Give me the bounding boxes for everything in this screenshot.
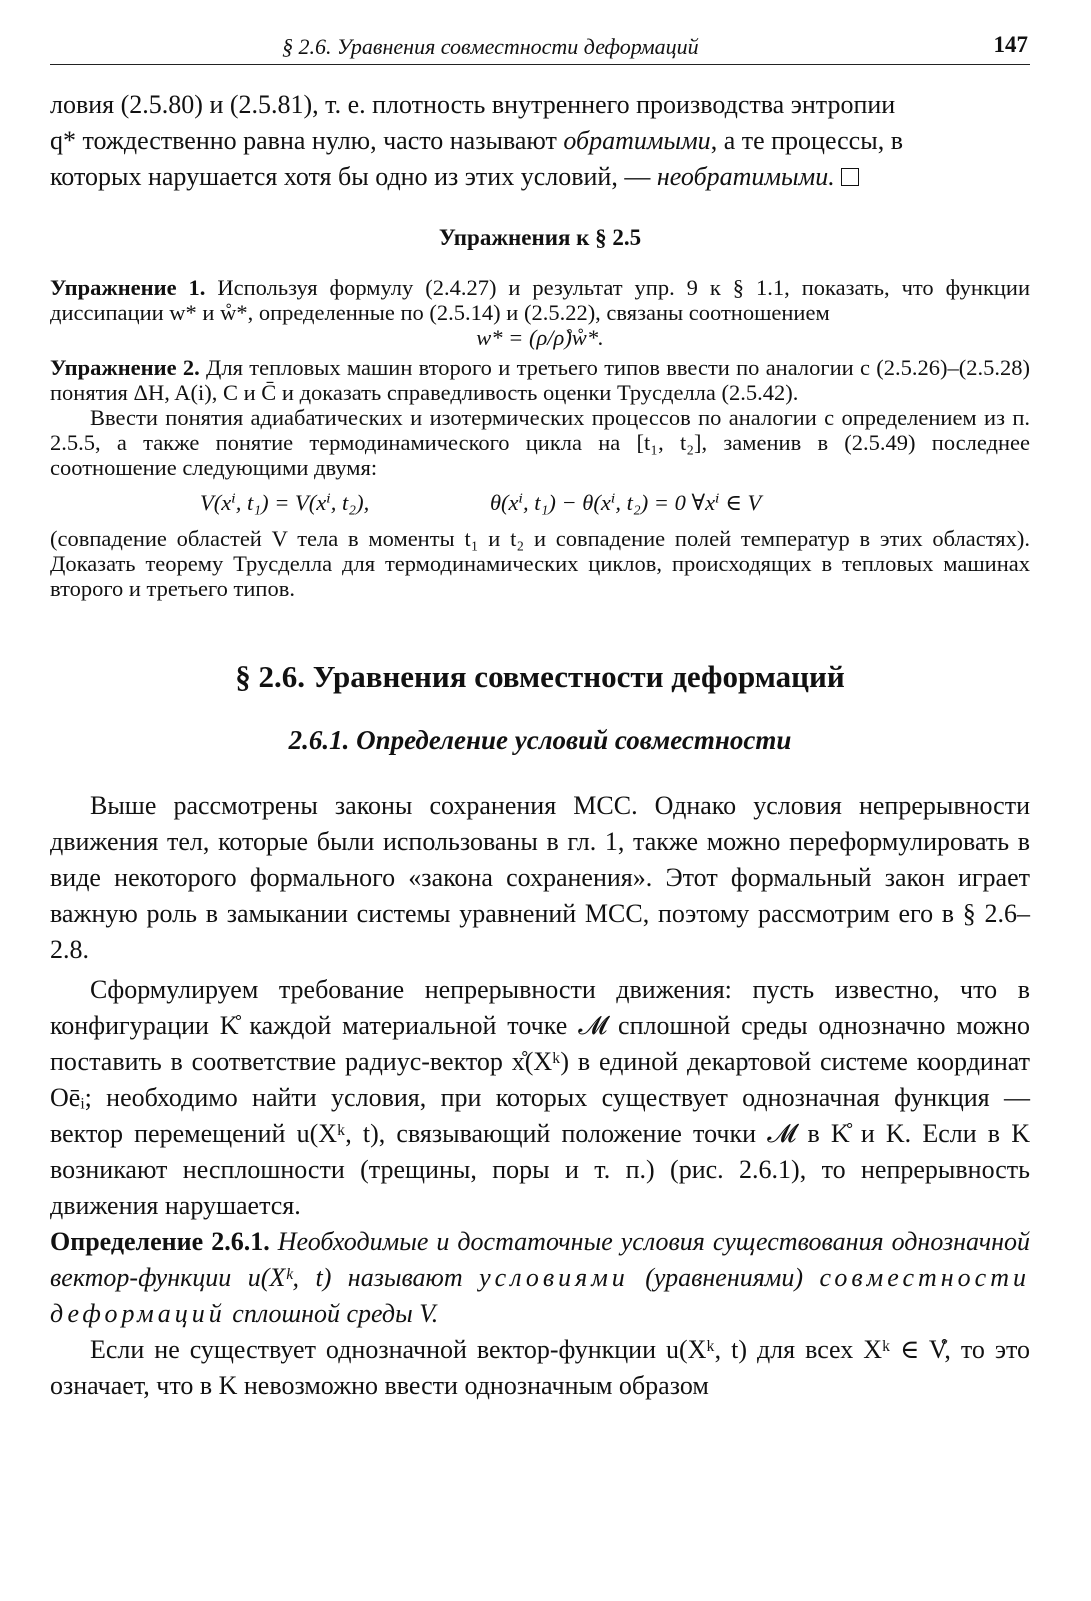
definition-label: Определение 2.6.1. xyxy=(50,1227,270,1256)
section-title: § 2.6. Уравнения совместности деформаций xyxy=(235,659,845,694)
exercise-2-label: Упражнение 2. xyxy=(50,355,200,380)
exercise-2-formula xyxy=(50,488,1030,520)
term-irreversible: необратимыми. xyxy=(656,162,835,191)
subsection-title: 2.6.1. Определение условий совместности xyxy=(288,725,792,755)
term-reversible: обратимыми xyxy=(563,126,711,155)
intro-line-1: ловия (2.5.80) и (2.5.81), т. е. плотность внутреннего производства энтропии xyxy=(50,90,896,119)
exercise-1-formula: w* = (ρ/ρ̊)ẘ*. xyxy=(476,325,604,350)
body-paragraph-3: Если не существует однозначной вектор-функции u(Xᵏ, t) для всех Xᵏ ∈ V̊, то это означает, что в K невозможно ввести однозначным образом xyxy=(50,1335,1030,1400)
exercise-2 xyxy=(50,355,1030,405)
intro-paragraph xyxy=(50,87,1030,195)
exercise-1-label: Упражнение 1. xyxy=(50,275,206,300)
definition-text-b: (уравнениями) xyxy=(628,1263,820,1292)
running-title: § 2.6. Уравнения совместности деформаций xyxy=(282,34,699,59)
exercise-1 xyxy=(50,275,1030,325)
exercise-2-paragraph-3: (совпадение областей V тела в моменты t₁ и t₂ и совпадение полей температур в этих областях). Доказать теорему Трусделла для термодинамических циклов, происходящих в тепловых машинах второго и третьего типов. xyxy=(50,526,1030,601)
formula-volume: V(xⁱ, t₁) = V(xⁱ, t₂), xyxy=(200,490,370,515)
page xyxy=(50,28,1030,1404)
definition-text-a: Необходимые и достаточные условия существования однозначной вектор-функции u(Xᵏ, t) называют xyxy=(50,1227,1030,1292)
definition-term-conditions: условиями xyxy=(479,1263,629,1292)
definition-text-c: сплошной среды V. xyxy=(225,1299,439,1328)
exercise-2-text: Для тепловых машин второго и третьего типов ввести по аналогии с (2.5.26)–(2.5.28) понятия ΔH, A(i), C и C̄ и доказать справедливость оценки Трусделла (2.5.42). xyxy=(50,355,1030,405)
exercise-2-paragraph-2: Ввести понятия адиабатических и изотермических процессов по аналогии с определением из п. 2.5.5, а также понятие термодинамического цикла на [t₁, t₂], заменив в (2.5.49) последнее соотношение следующими двумя: xyxy=(50,405,1030,480)
body-paragraph-1: Выше рассмотрены законы сохранения МСС. Однако условия непрерывности движения тел, которые были использованы в гл. 1, также можно переформулировать в виде некоторого формального «закона сохранения». Этот формальный закон играет важную роль в замыкании системы уравнений МСС, поэтому рассмотрим его в § 2.6–2.8. xyxy=(50,791,1030,964)
running-header xyxy=(50,28,1030,65)
intro-line-3a: которых нарушается хотя бы одно из этих условий, — xyxy=(50,162,657,191)
qed-square-icon xyxy=(841,168,859,186)
formula-temperature: θ(xⁱ, t₁) − θ(xⁱ, t₂) = 0 ∀xⁱ ∈ V xyxy=(490,490,762,515)
exercise-1-text: Используя формулу (2.4.27) и результат упр. 9 к § 1.1, показать, что функции диссипации w* и ẘ*, определенные по (2.5.14) и (2.5.22), связаны соотношением xyxy=(50,275,1030,325)
intro-line-2a: q* тождественно равна нулю, часто называют xyxy=(50,126,564,155)
exercises-heading: Упражнения к § 2.5 xyxy=(438,225,642,250)
definition-term-compatibility: совместности деформаций xyxy=(50,1263,1030,1328)
body-paragraph-2: Сформулируем требование непрерывности движения: пусть известно, что в конфигурации K̊ каждой материальной точке 𝓜 сплошной среды однозначно можно поставить в соответствие радиус-вектор x̊(Xᵏ) в единой декартовой системе координат Oēᵢ; необходимо найти условия, при которых существует однозначная функция — вектор перемещений u(Xᵏ, t), связывающий положение точки 𝓜 в K̊ и K. Если в K возникают несплошности (трещины, поры и т. п.) (рис. 2.6.1), то непрерывность движения нарушается. xyxy=(50,975,1030,1220)
intro-line-2b: , а те процессы, в xyxy=(710,126,903,155)
definition xyxy=(50,1224,1030,1332)
page-number: 147 xyxy=(993,32,1028,57)
